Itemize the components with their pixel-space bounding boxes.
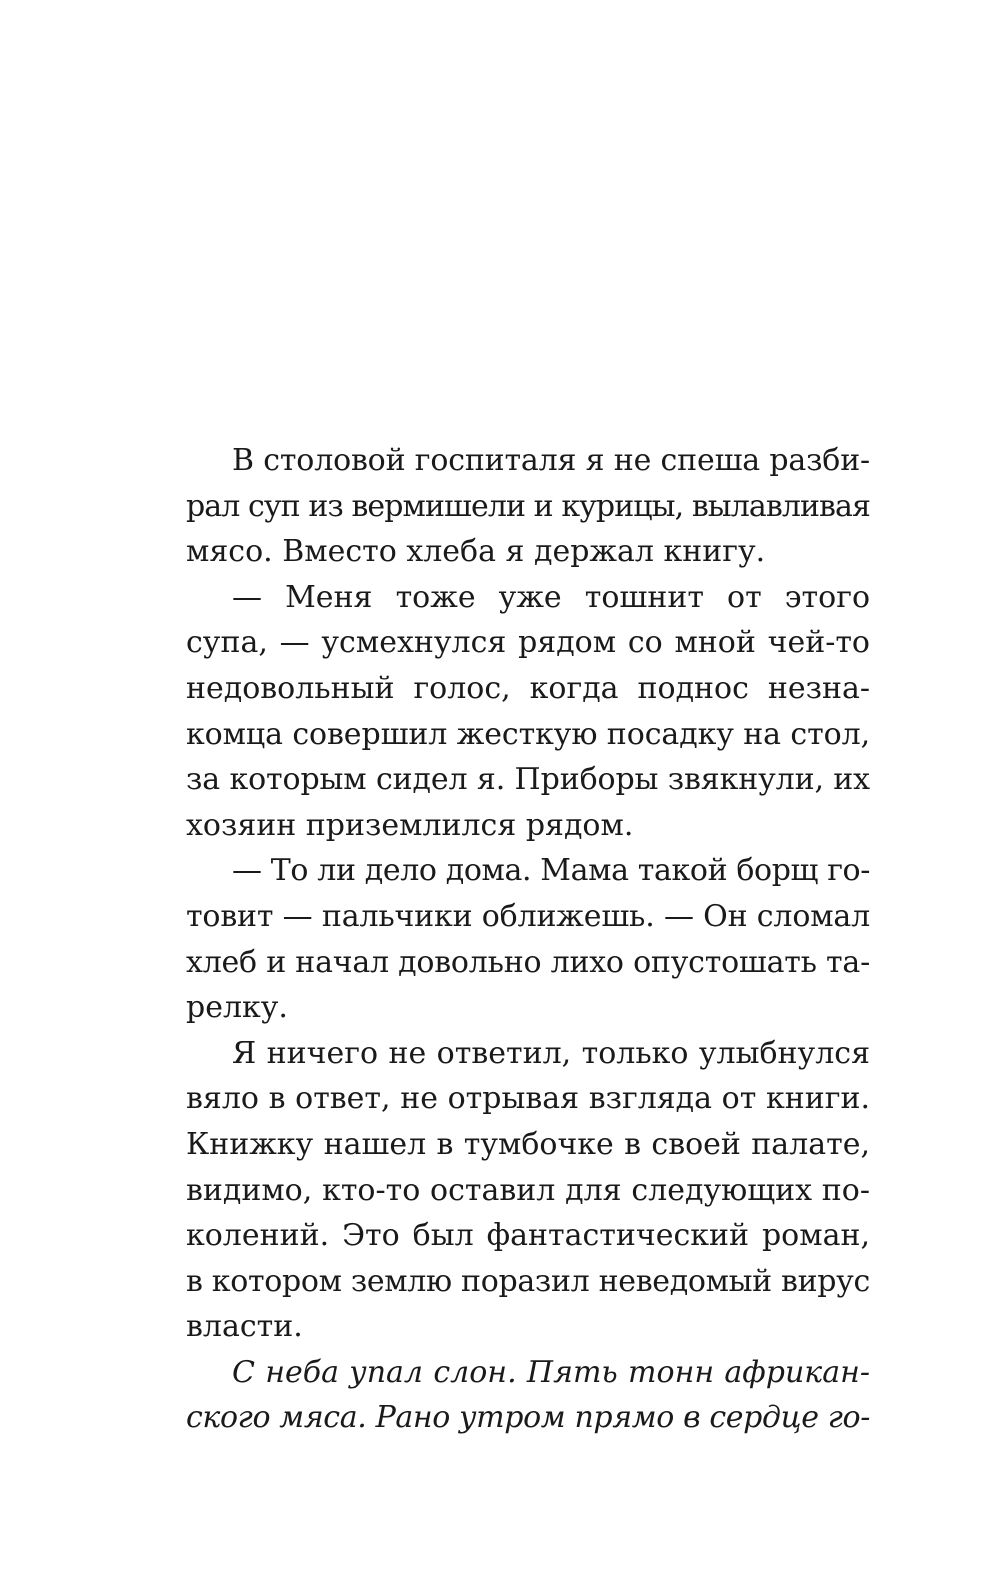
paragraph-1 [186, 438, 870, 575]
text-line: С неба упал слон. Пять тонн африкан- [232, 1354, 870, 1390]
text-line: власти. [186, 1309, 303, 1345]
text-line: хлеб и начал довольно лихо опустошать та- [186, 944, 870, 980]
text-line: за которым сидел я. Приборы звякнули, их [186, 762, 870, 798]
paragraph-2 [186, 575, 870, 849]
text-line: комца совершил жесткую посадку на стол, [186, 716, 871, 752]
text-line: колений. Это был фантастический роман, [186, 1218, 870, 1254]
text-line: мясо. Вместо хлеба я держал книгу. [186, 534, 766, 570]
text-line: ского мяса. Рано утром прямо в сердце го- [186, 1400, 870, 1436]
paragraph-5-italic-excerpt [186, 1350, 870, 1441]
text-line: — То ли дело дома. Мама такой борщ го- [232, 853, 871, 889]
text-line: недовольный голос, когда поднос незна- [186, 670, 870, 706]
text-line: Книжку нашел в тумбочке в своей палате, [186, 1126, 870, 1162]
text-line: супа, — усмехнулся рядом со мной чей-то [186, 625, 870, 661]
paragraph-3 [186, 848, 870, 1030]
text-line: в котором землю поразил неведомый вирус [186, 1263, 870, 1299]
text-line: товит — пальчики оближешь. — Он сломал [186, 898, 871, 934]
paragraph-4 [186, 1031, 870, 1350]
text-line: видимо, кто-то оставил для следующих по- [186, 1172, 870, 1208]
text-line: рал суп из вермишели и курицы, вылавливая [186, 488, 870, 524]
text-line: хозяин приземлился рядом. [186, 807, 634, 843]
text-line: вяло в ответ, не отрывая взгляда от книги. [186, 1081, 870, 1117]
text-line: Я ничего не ответил, только улыбнулся [232, 1035, 870, 1071]
text-line: — Меня тоже уже тошнит от этого [232, 579, 870, 615]
text-line: В столовой госпиталя я не спеша разби- [232, 443, 870, 478]
page-text [186, 438, 870, 1441]
text-line: релку. [186, 990, 288, 1026]
